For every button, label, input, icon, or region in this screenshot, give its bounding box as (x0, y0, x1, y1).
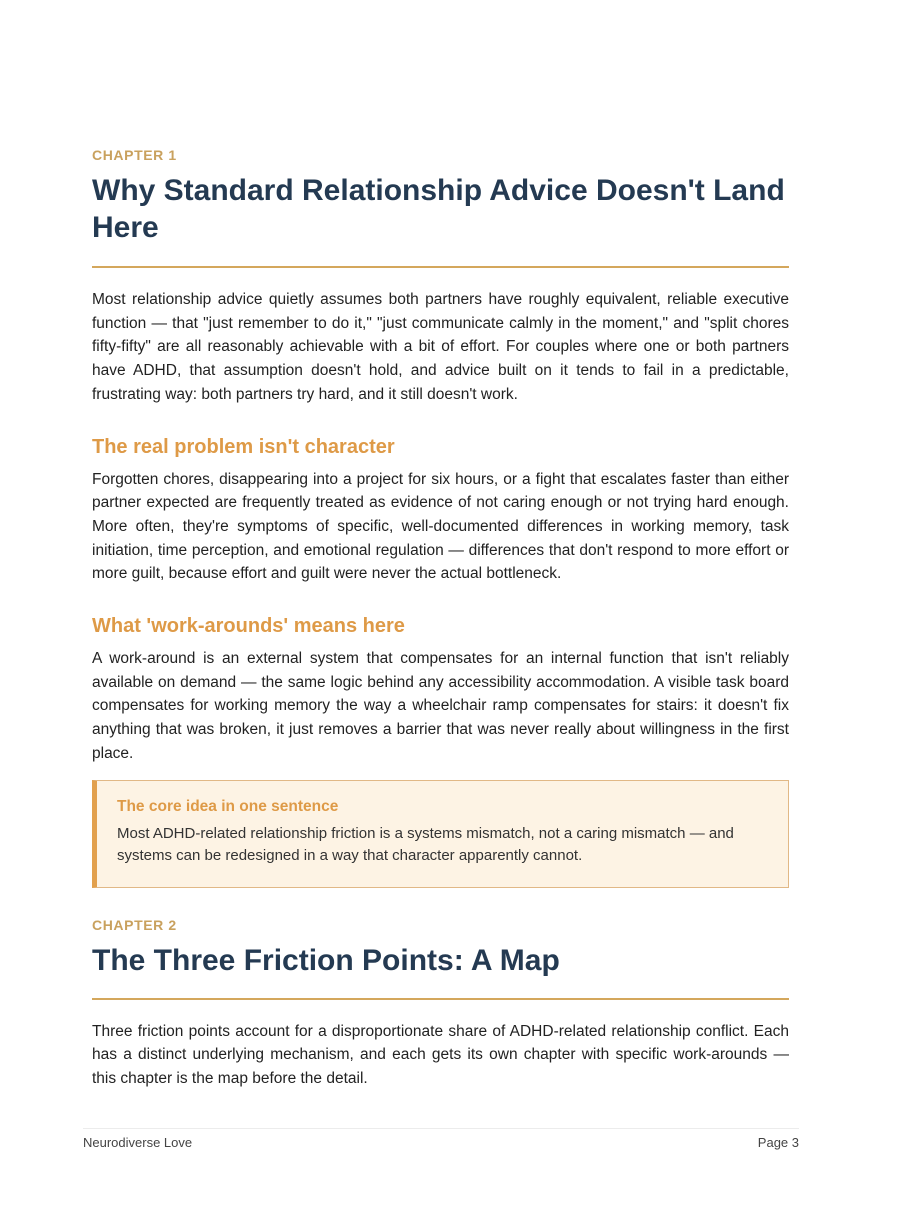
footer-page-number: Page 3 (757, 1135, 799, 1150)
chapter-title: Why Standard Relationship Advice Doesn't Land Here (92, 174, 785, 244)
callout-title: The core idea in one sentence (117, 797, 339, 815)
section-paragraph: Forgotten chores, disappearing into a project for six hours, or a fight that escalates faster than either partner expected are frequently treated as evidence of not caring enough or not trying hard enough. More often, they're symptoms of specific, well-documented differences in working memory, task initiation, time perception, and emotional regulation — differences that don't respond to more effort or more guilt, because effort and guilt were never the actual bottleneck. (92, 470, 789, 583)
section-heading: What 'work-arounds' means here (92, 615, 405, 638)
callout-text: Most ADHD-related relationship friction is a systems mismatch, not a caring mismatch — and systems can be redesigned in a way that character apparently cannot. (117, 824, 734, 864)
callout-box (92, 780, 789, 888)
chapter-divider (92, 266, 789, 268)
chapter-1 (92, 146, 789, 888)
section-heading: The real problem isn't character (92, 435, 395, 458)
chapter-2 (92, 916, 789, 1091)
page-content (92, 146, 789, 1091)
chapter-intro-paragraph: Three friction points account for a disproportionate share of ADHD-related relationship conflict. Each has a distinct underlying mechanism, and each gets its own chapter with specific work-arounds — this chapter is the map before the detail. (92, 1022, 789, 1087)
footer-book-title: Neurodiverse Love (83, 1135, 193, 1150)
chapter-label: CHAPTER 1 (92, 147, 177, 163)
chapter-divider (92, 998, 789, 1000)
chapter-intro-paragraph: Most relationship advice quietly assumes both partners have roughly equivalent, reliable executive function — that "just remember to do it," "just communicate calmly in the moment," and "split chores fifty-fifty" are all reasonably achievable with a bit of effort. For couples where one or both partners have ADHD, that assumption doesn't hold, and advice built on it tends to fail in a predictable, frustrating way: both partners try hard, and it still doesn't work. (92, 291, 789, 403)
section-paragraph: A work-around is an external system that compensates for an internal function that isn't reliably available on demand — the same logic behind any accessibility accommodation. A visible task board compensates for working memory the way a wheelchair ramp compensates for stairs: it doesn't fix anything that was broken, it just removes a barrier that was never really about willingness in the first place. (92, 650, 789, 762)
footer-divider (83, 1128, 799, 1129)
chapter-label: CHAPTER 2 (92, 916, 177, 933)
chapter-title: The Three Friction Points: A Map (92, 943, 560, 977)
